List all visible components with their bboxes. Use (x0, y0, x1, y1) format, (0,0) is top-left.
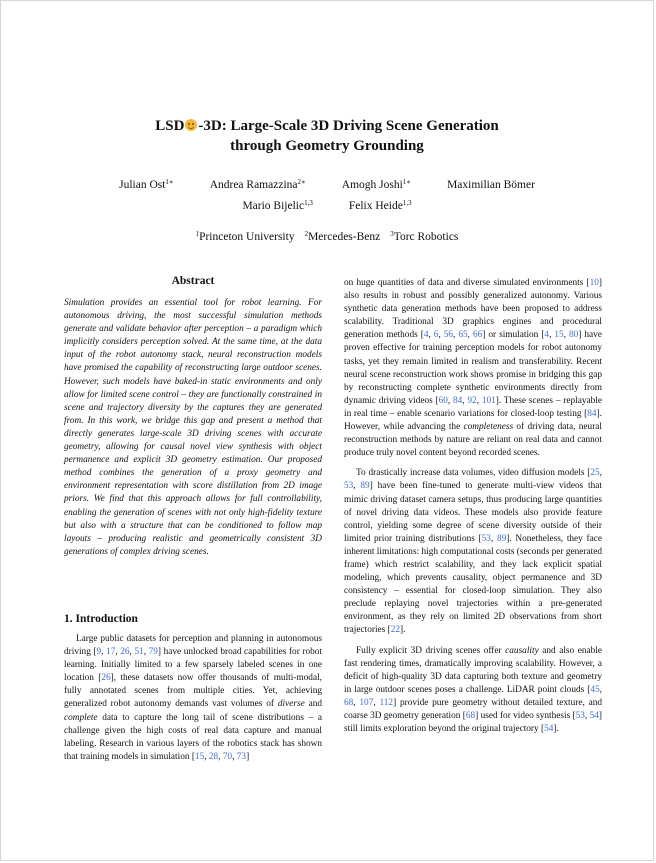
citation-link[interactable]: 53 (575, 711, 585, 721)
affiliation: $^3$Torc Robotics (390, 230, 459, 243)
author-affiliation-mark: 1∗ (165, 178, 174, 186)
author-affiliation-mark: 1,3 (304, 199, 313, 207)
intro-paragraph-continued: on huge quantities of data and diverse simulated environments [10] also results in robust and possibly generalized autonomy. Various synthetic data generation methods have been proposed to address scalability. Traditional 3D graphics engines and procedural generation methods [4, 6, 56, 65, 66] or simulation [4, 15, 80] have proven effective for training perception models for robot autonomy tasks, yet they remain limited in realism and transferability. Recent neural scene reconstruction work shows promise in bridging this gap by reconstructing complete synthetic environments directly from dynamic driving videos [60, 84, 92, 101]. These scenes – replayable in real time – enable scenario variations for closed-loop testing [84]. However, while advancing the completeness of driving data, neural reconstruction methods by nature are reliant on real data and cannot produce truly novel content beyond recorded scenes. (344, 278, 602, 459)
citation-link[interactable]: 25 (590, 468, 600, 479)
citation-link[interactable]: 28 (208, 751, 219, 762)
citation-link[interactable]: 84 (453, 395, 463, 406)
citation-link[interactable]: 51 (134, 647, 144, 658)
author-name: Maximilian Bömer (447, 179, 535, 191)
citation-link[interactable]: 107 (359, 697, 374, 708)
citation-link[interactable]: 89 (496, 533, 507, 544)
title-line-2: through Geometry Grounding (230, 138, 424, 154)
intro-paragraph-2: To drastically increase data volumes, video diffusion models [25, 53, 89] have been fine-tuned to generate multi-view videos that mimic driving dataset camera setups, thus producing large quantities of novel driving data videos. These models also provide feature control, yielding some degree of scene diversity outside of their limited prior training distributions [53, 89]. Nonetheless, they face inherent limitations: high computational costs (seconds per generated frame) which restrict scalability, and they lack explicit spatial modeling, which prevents causality, object permanence and 3D consistency – essential for closed-loop simulation. They also preclude replaying novel trajectories within a pre-generated environment, as they rely on limited 2D observations from short trajectories [22]. (344, 468, 603, 636)
citation-link[interactable]: 112 (379, 697, 394, 708)
citation-link[interactable]: 17 (106, 647, 116, 658)
authors-row-2 (1, 200, 653, 212)
citation-link[interactable]: 54 (589, 711, 599, 721)
citation-link[interactable]: 6 (433, 330, 439, 341)
title-line-1 (1, 116, 653, 136)
citation-link[interactable]: 26 (120, 647, 130, 658)
author-name: Amogh Joshi$^{1∗}$ (341, 178, 412, 191)
citation-link[interactable]: 4 (423, 330, 429, 341)
title-suffix: -3D: Large-Scale 3D Driving Scene Generation (198, 118, 499, 134)
author-affiliation-mark: 2∗ (297, 178, 306, 186)
emphasis-text: diverse (277, 699, 305, 710)
intro-paragraph-3: Fully explicit 3D driving scenes offer causality and also enable fast rendering times, dramatically improving scalability. However, a deficit of high-quality 3D data capturing both texture and geometry in large outdoor scenes poses a challenge. LiDAR point clouds [45, 68, 107, 112] provide pure geometry without detailed texture, and coarse 3D geometry generation [68] used for video synthesis [53, 54] still limits exploration beyond the original trajectory [54]. (344, 645, 602, 735)
citation-link[interactable]: 68 (344, 697, 354, 708)
title-prefix: LSD (155, 118, 185, 134)
intro-left-column (64, 633, 322, 764)
smiling-face-icon (185, 119, 197, 131)
intro-paragraph-1: Large public datasets for perception and planning in autonomous driving [9, 17, 26, 51, 79] have unlocked broad capabilities for robot learning. Initially limited to a few sparsely labeled scenes in one location [26], these datasets now offer thousands of multi-modal, fully annotated scenes from multiple cities. Yet, achieving generalized robot autonomy demands vast volumes of diverse and complete data to capture the long tail of scene distributions – a challenge given the high costs of real data capture and manual labeling. Research in various layers of the robotics stack has shown that training models in simulation [15, 28, 70, 73] (64, 634, 322, 762)
citation-link[interactable]: 84 (587, 408, 597, 419)
emphasis-text: causality (505, 645, 539, 656)
abstract-paragraph: Simulation provides an essential tool for robot learning. For autonomous driving, the most successful simulation methods generate and validate behavior after perception – a paradigm which implicitly considers perception solved. At the same time, at the data input of the robot autonomy stack, neural reconstruction models have promised the capability of reconstructing large outdoor scenes. However, such models have baked-in static environments and only allow for limited scene control – they are functionally constrained in scene and trajectory diversity by the captures they are generated from. In this work, we bridge this gap and present a method that directly generates large-scale 3D driving scenes with accurate geometry, allowing for causal novel view synthesis with object permanence and explicit 3D geometry estimation. Our proposed method combines the generation of a proxy geometry and environment representation with score distillation from 2D image priors. We find that this approach allows for full controllability, enabling the generation of scenes with not only high-fidelity texture but also with a structure that can be conditioned to follow map layouts – producing realistic and geometrically consistent 3D generations of complex driving scenes. (64, 298, 322, 557)
citation-link[interactable]: 65 (458, 330, 468, 341)
citation-link[interactable]: 70 (222, 751, 233, 762)
citation-link[interactable]: 4 (544, 330, 550, 341)
citation-link[interactable]: 60 (438, 395, 448, 406)
citation-link[interactable]: 9 (96, 647, 102, 658)
author-name: Julian Ost$^{1∗}$ (119, 178, 174, 191)
citation-link[interactable]: 80 (569, 330, 579, 341)
citation-link[interactable]: 89 (360, 481, 370, 492)
author-name: Mario Bijelic$^{1,3}$ (242, 199, 313, 212)
citation-link[interactable]: 26 (101, 673, 111, 684)
right-column (344, 277, 602, 736)
intro-heading: 1. Introduction (64, 613, 138, 625)
citation-link[interactable]: 68 (465, 711, 476, 721)
citation-link[interactable]: 73 (236, 751, 247, 762)
citation-link[interactable]: 15 (554, 330, 564, 341)
citation-link[interactable]: 15 (194, 751, 205, 762)
author-name: Andrea Ramazzina$^{2∗}$ (209, 178, 306, 191)
citation-link[interactable]: 10 (589, 278, 599, 288)
abstract-text (64, 297, 322, 559)
citation-link[interactable]: 22 (390, 625, 401, 636)
citation-link[interactable]: 53 (481, 533, 491, 544)
citation-link[interactable]: 66 (472, 330, 483, 341)
citation-link[interactable]: 53 (344, 481, 354, 492)
affiliation: $^2$Mercedes-Benz (304, 230, 381, 243)
author-name: Felix Heide$^{1,3}$ (348, 199, 412, 212)
abstract-heading: Abstract (171, 275, 215, 287)
affiliation: $^1$Princeton University (195, 230, 295, 243)
citation-link[interactable]: 54 (544, 724, 554, 735)
citation-link[interactable]: 101 (481, 395, 496, 406)
author-affiliation-mark: 1,3 (402, 199, 412, 207)
citation-link[interactable]: 56 (443, 330, 454, 341)
emphasis-text: complete (64, 712, 98, 723)
citation-link[interactable]: 92 (467, 395, 477, 406)
affiliations (1, 231, 653, 243)
citation-link[interactable]: 79 (148, 647, 158, 658)
emphasis-text: completeness (463, 422, 514, 433)
author-affiliation-mark: 1∗ (402, 178, 412, 186)
citation-link[interactable]: 45 (590, 684, 600, 695)
paper-title (1, 116, 653, 156)
authors-row-1 (1, 179, 653, 191)
